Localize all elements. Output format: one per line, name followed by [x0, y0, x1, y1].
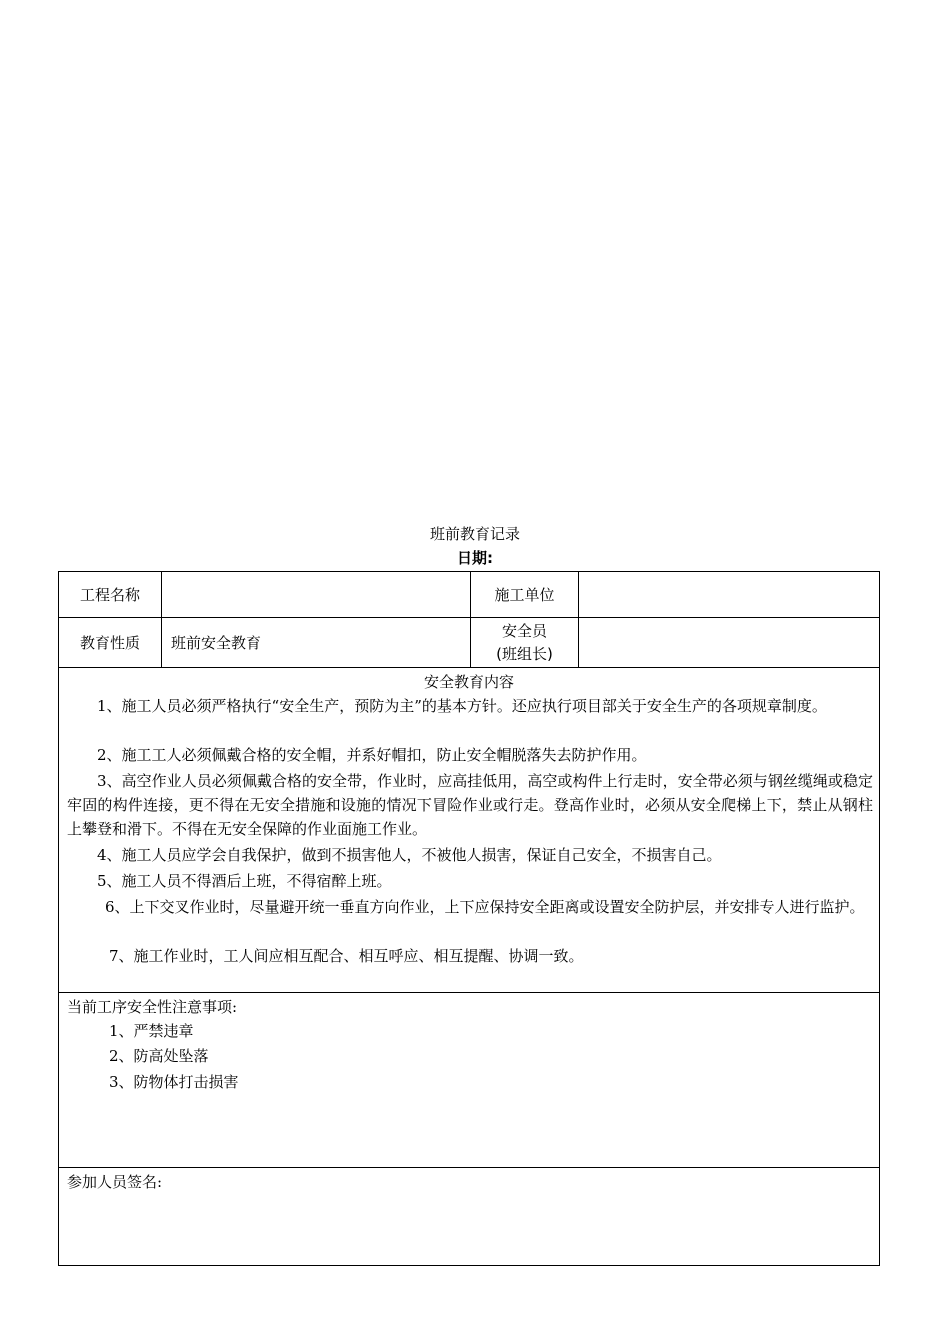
signatures-title: 参加人员签名:	[67, 1173, 163, 1191]
construction-unit-label: 施工单位	[494, 586, 555, 604]
safety-item: 7、施工作业时，工人间应相互配合、相互呼应、相互提醒、协调一致。	[109, 947, 584, 965]
project-name-label: 工程名称	[79, 586, 140, 604]
safety-item: 3、高空作业人员必须佩戴合格的安全带，作业时，应高挂低用，高空或构件上行走时，安全带必须与钢丝缆绳或稳定牢固的构件连接，更不得在无安全措施和设施的情况下冒险作业或行走。登高作业时，必须从安全爬梯上下，禁止从钢柱上攀登和滑下。不得在无安全保障的作业面施工作业。	[67, 772, 873, 838]
safety-officer-label-line1: 安全员	[501, 622, 547, 640]
row-divider	[59, 992, 879, 993]
education-type-label: 教育性质	[79, 634, 140, 652]
safety-item: 2、施工工人必须佩戴合格的安全帽，并系好帽扣，防止安全帽脱落失去防护作用。	[97, 746, 647, 764]
safety-officer-label-line2: (班组长)	[496, 645, 553, 663]
safety-item: 1、施工人员必须严格执行“安全生产，预防为主”的基本方针。还应执行项目部关于安全生产的各项规章制度。	[97, 697, 827, 715]
row-divider	[59, 667, 879, 668]
row-divider	[59, 617, 879, 618]
column-divider	[578, 572, 579, 667]
safety-item: 4、施工人员应学会自我保护，做到不损害他人，不被他人损害，保证自己安全，不损害自己。	[97, 846, 722, 864]
safety-item: 5、施工人员不得酒后上班，不得宿醉上班。	[97, 872, 392, 890]
process-note-item: 2、防高处坠落	[109, 1047, 209, 1065]
safety-education-heading: 安全教育内容	[423, 673, 514, 691]
column-divider	[161, 572, 162, 667]
process-notes-title: 当前工序安全性注意事项:	[67, 998, 238, 1016]
document-title: 班前教育记录	[429, 525, 520, 543]
process-note-item: 3、防物体打击损害	[109, 1073, 239, 1091]
row-divider	[59, 1167, 879, 1168]
process-note-item: 1、严禁违章	[109, 1022, 194, 1040]
education-record-form	[58, 571, 880, 1266]
safety-item: 6、上下交叉作业时，尽量避开统一垂直方向作业，上下应保持安全距离或设置安全防护层，并安排专人进行监护。	[105, 898, 865, 916]
education-type-value[interactable]: 班前安全教育	[171, 634, 262, 652]
signature-area[interactable]	[67, 1197, 871, 1259]
date-label: 日期:	[457, 549, 493, 567]
